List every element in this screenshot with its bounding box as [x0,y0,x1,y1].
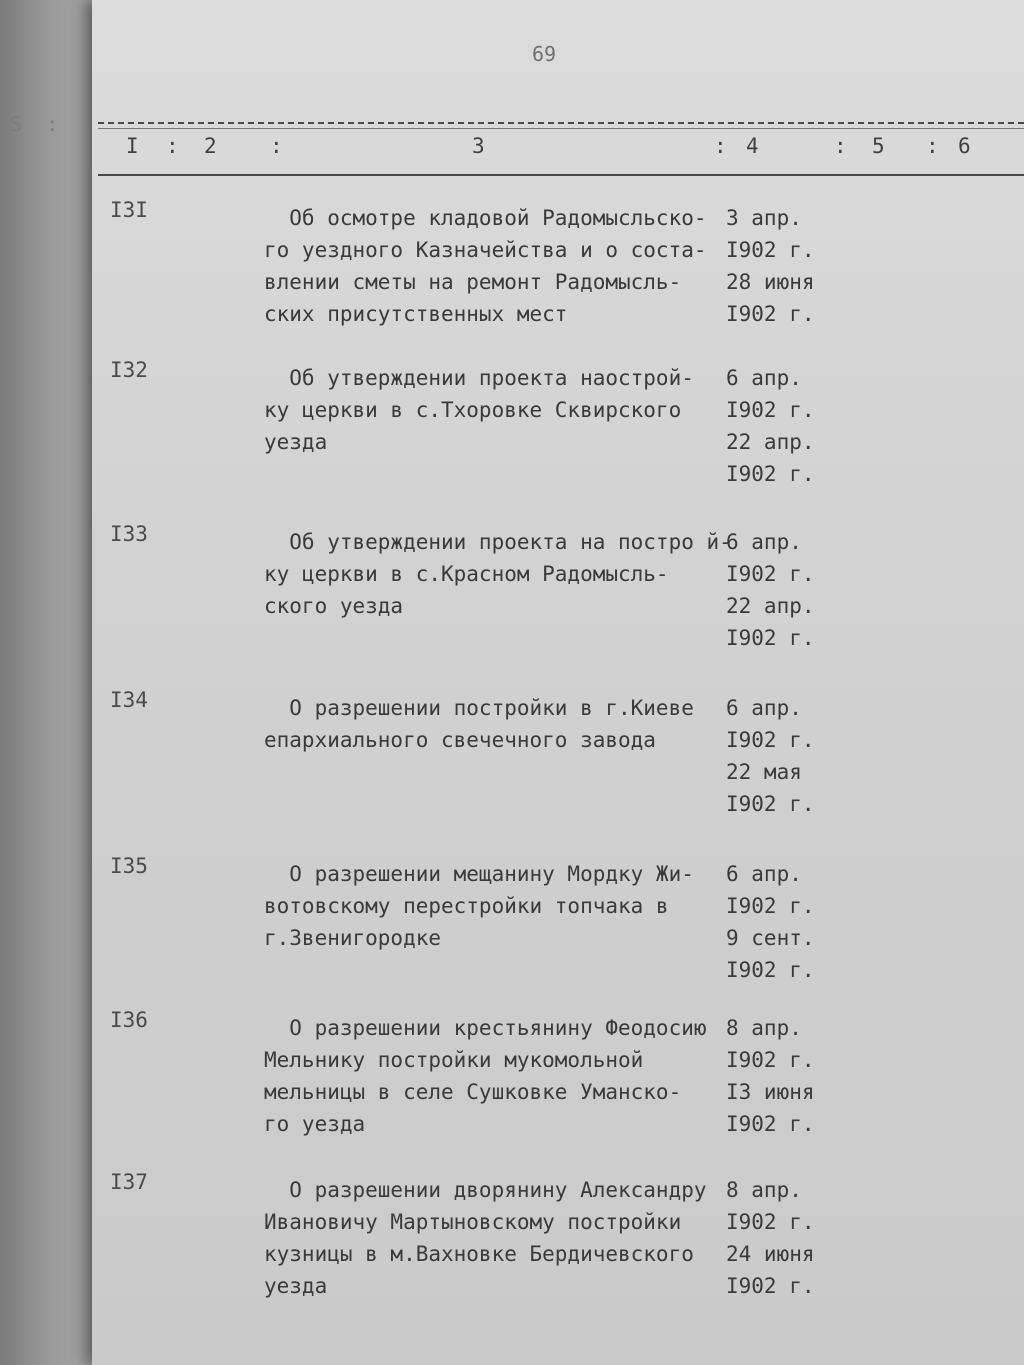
row-dates: 6 апр. I902 г. 22 мая I902 г. [726,696,815,816]
row-number: I35 [110,854,148,878]
row-description: Об утверждении проекта на постро й- ку церкви в с.Красном Радомысль- ского уезда [264,530,732,618]
row-description: О разрешении крестьянину Феодосию Мельнику постройки мукомольной мельницы в селе Сушковке Уманско- го уезда [264,1016,707,1136]
row-dates: 6 апр. I902 г. 22 апр. I902 г. [726,366,815,486]
col-sep-4: : [834,134,847,158]
row-description: О разрешении постройки в г.Киеве епархиального свечечного завода [264,696,694,752]
row-number: I33 [110,522,148,546]
header-rule-top [98,122,1024,124]
row-number: I32 [110,358,148,382]
row-number: I36 [110,1008,148,1032]
col-header-1: I [126,134,139,158]
col-sep-1: : [166,134,179,158]
row-dates: 3 апр. I902 г. 28 июня I902 г. [726,206,815,326]
col-sep-3: : [714,134,727,158]
col-header-6: 6 [958,134,971,158]
document-sheet [92,0,1024,1365]
row-description: О разрешении мещанину Мордку Жи- вотовскому перестройки топчака в г.Звенигородке [264,862,694,950]
row-dates: 8 апр. I902 г. I3 июня I902 г. [726,1016,815,1136]
page-number: 69 [532,42,557,66]
col-header-3: 3 [472,134,485,158]
header-rule-bottom [98,174,1024,176]
col-sep-5: : [926,134,939,158]
row-dates: 8 апр. I902 г. 24 июня I902 г. [726,1178,815,1298]
table-header [92,134,1024,170]
row-description: О разрешении дворянину Александру Ивановичу Мартыновскому постройки кузницы в м.Вахновке Бердичевского уезда [264,1178,707,1298]
col-header-5: 5 [872,134,885,158]
col-sep-2: : [270,134,283,158]
row-dates: 6 апр. I902 г. 9 сент. I902 г. [726,862,815,982]
row-number: I37 [110,1170,148,1194]
row-number: I34 [110,688,148,712]
row-number: I3I [110,198,148,222]
row-description: Об утверждении проекта наострой- ку церкви в с.Тхоровке Сквирского уезда [264,366,694,454]
col-header-4: 4 [746,134,759,158]
row-description: Об осмотре кладовой Радомысльско- го уездного Казначейства и о соста- влении сметы на ремонт Радомысль- ских присутственных мест [264,206,707,326]
row-dates: 6 апр. I902 г. 22 апр. I902 г. [726,530,815,650]
col-header-2: 2 [204,134,217,158]
underlying-page-mark: S : [10,112,65,136]
header-rule-top-2 [98,128,1024,129]
